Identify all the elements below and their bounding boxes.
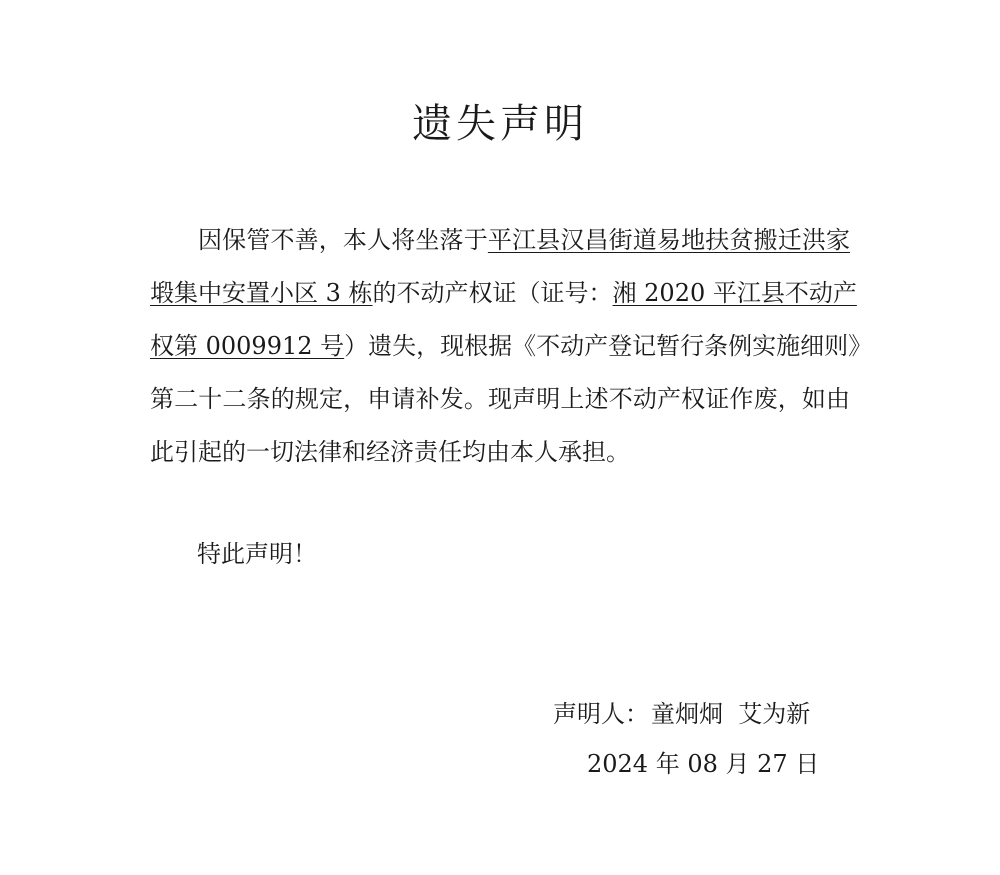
signature-label: 声明人： [553, 700, 649, 728]
page-title: 遗失声明 [412, 101, 588, 147]
statement-date: 2024 年 08 月 27 日 [587, 750, 820, 778]
signature-names: 童炯炯 艾为新 [651, 700, 811, 728]
paragraph-line-5: 此引起的一切法律和经济责任均由本人承担。 [150, 438, 630, 466]
paragraph-line-1 [150, 214, 850, 267]
certificate-number-part2: 权第 0009912 号 [150, 332, 345, 360]
line1-prefix: 因保管不善，本人将坐落于 [198, 226, 488, 254]
property-location-part2: 塅集中安置小区 3 栋 [150, 279, 373, 307]
paragraph-line-3 [150, 320, 873, 373]
closing-statement: 特此声明！ [197, 540, 317, 568]
line3-rest: ）遗失，现根据《不动产登记暂行条例实施细则》 [344, 332, 873, 360]
signature-line [553, 688, 810, 741]
paragraph-line-2 [150, 267, 857, 320]
property-location-part1: 平江县汉昌街道易地扶贫搬迁洪家 [487, 226, 851, 254]
certificate-number-part1: 湘 2020 平江县不动产 [612, 279, 857, 307]
statement-paragraph [150, 214, 873, 479]
line2-middle: 的不动产权证（证号： [372, 279, 613, 307]
paragraph-line-4: 第二十二条的规定，申请补发。现声明上述不动产权证作废，如由 [150, 385, 850, 413]
